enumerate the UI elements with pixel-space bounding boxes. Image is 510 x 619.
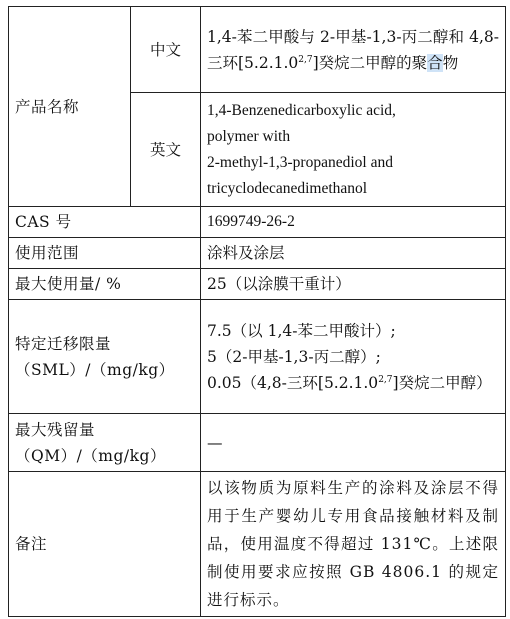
qm-value: — xyxy=(201,414,506,472)
sml-label-line-2: （SML）/（mg/kg） xyxy=(15,360,175,379)
row-max-use xyxy=(9,269,506,300)
scope-value: 涂料及涂层 xyxy=(201,238,506,269)
english-name-line: 1,4-Benzenedicarboxylic acid, xyxy=(207,101,396,119)
chinese-name-highlighted: 合 xyxy=(427,53,443,72)
sml-label xyxy=(9,300,201,414)
chinese-name-value xyxy=(201,7,506,93)
cas-label: CAS 号 xyxy=(9,207,201,238)
english-name-line: 2-methyl-1,3-propanediol and xyxy=(207,153,393,171)
remarks-label: 备注 xyxy=(9,472,201,617)
sml-line-3-part-2: ]癸烷二甲醇） xyxy=(392,373,492,392)
qm-label xyxy=(9,414,201,472)
scope-label: 使用范围 xyxy=(9,238,201,269)
max-use-label: 最大使用量/ % xyxy=(9,269,201,300)
qm-label-line-2: （QM）/（mg/kg） xyxy=(15,446,166,465)
row-remarks xyxy=(9,472,506,617)
chinese-name-part-1: 1,4-苯二甲酸与 2-甲基-1,3-丙二醇和 4,8-三环[5.2.1.0 xyxy=(207,27,499,72)
chinese-name-part-2: ]癸烷二甲醇的聚 xyxy=(312,53,428,72)
substance-spec-table xyxy=(8,6,506,617)
sml-label-line-1: 特定迁移限量 xyxy=(15,334,112,353)
product-name-label: 产品名称 xyxy=(9,7,131,207)
sml-value xyxy=(201,300,506,414)
row-product-name-cn xyxy=(9,7,506,93)
cas-value: 1699749-26-2 xyxy=(201,207,506,238)
sml-line-3-part-1: 0.05（4,8-三环[5.2.1.0 xyxy=(207,373,379,392)
english-name-label: 英文 xyxy=(131,93,201,207)
sml-line-3 xyxy=(207,370,499,396)
chinese-name-label: 中文 xyxy=(131,7,201,93)
max-use-value: 25（以涂膜干重计） xyxy=(201,269,506,300)
english-name-value xyxy=(201,93,506,207)
row-scope xyxy=(9,238,506,269)
sml-line-1: 7.5（以 1,4-苯二甲酸计）; xyxy=(207,321,396,340)
row-cas xyxy=(9,207,506,238)
qm-label-line-1: 最大残留量 xyxy=(15,420,96,439)
row-sml xyxy=(9,300,506,414)
english-name-line: tricyclodecanedimethanol xyxy=(207,179,368,197)
sml-line-3-superscript: 2,7 xyxy=(378,374,393,385)
english-name-line: polymer with xyxy=(207,127,291,145)
remarks-value: 以该物质为原料生产的涂料及涂层不得用于生产婴幼儿专用食品接触材料及制品，使用温度不得超过 131℃。上述限制使用要求应按照 GB 4806.1 的规定进行标示。 xyxy=(201,472,506,617)
row-qm xyxy=(9,414,506,472)
chinese-name-part-3: 物 xyxy=(442,53,459,72)
chinese-name-superscript: 2,7 xyxy=(298,54,313,65)
sml-line-2: 5（2-甲基-1,3-丙二醇）; xyxy=(207,347,381,366)
